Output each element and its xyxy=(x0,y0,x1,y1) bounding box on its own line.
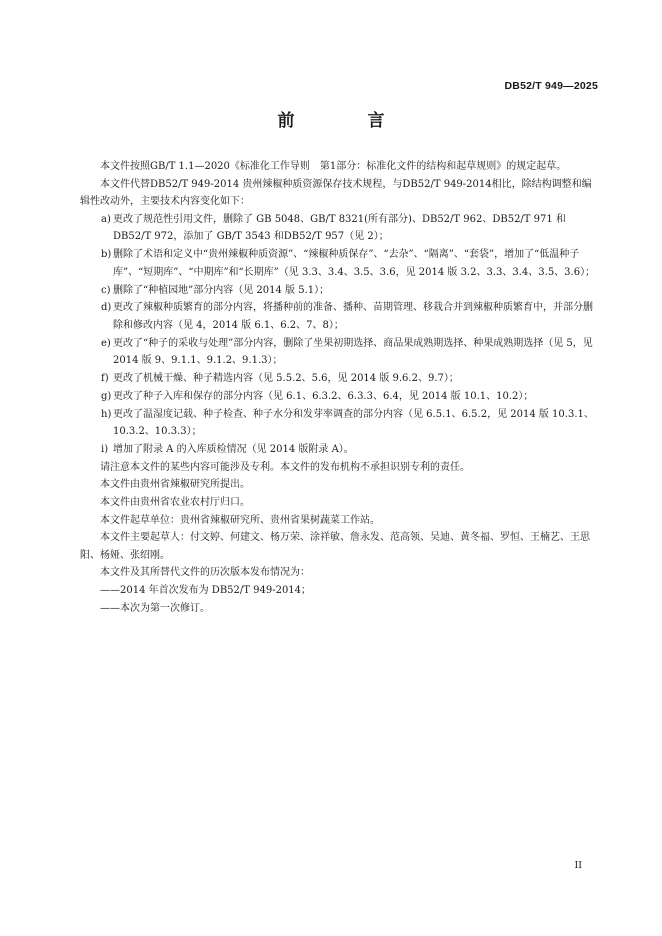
change-item xyxy=(80,388,600,406)
foreword-body xyxy=(80,158,600,617)
page-title: 前 言 xyxy=(277,111,413,131)
proposer-statement: 本文件由贵州省辣椒研究所提出。 xyxy=(100,479,250,491)
change-item xyxy=(80,335,600,370)
centralized-unit-statement: 本文件由贵州省农业农村厅归口。 xyxy=(100,496,250,508)
change-item xyxy=(80,370,600,388)
change-item xyxy=(80,211,600,246)
change-item-text: 删除了“种植园地”部分内容（见 2014 版 5.1）； xyxy=(113,284,330,296)
change-item-text: 更改了“种子的采收与处理”部分内容，删除了坐果初期选择、商品果成熟期选择、种果成熟期选择（见 5，见 2014 版 9、9.1.1、9.1.2、9.1.3）； xyxy=(113,337,593,367)
intro-paragraph: 本文件按照GB/T 1.1—2020《标准化工作导则 第1部分：标准化文件的结构和起草规则》的规定起草。 xyxy=(100,161,567,172)
standard-code: DB52/T 949—2025 xyxy=(504,80,598,92)
history-item: ——本次为第一次修订。 xyxy=(100,602,210,614)
change-item-label: h) xyxy=(101,408,112,420)
change-item xyxy=(80,246,600,281)
change-item-text: 删除了术语和定义中“贵州辣椒种质资源”、“辣椒种质保存”、“去杂”、“隔离”、“套袋”，增加了“低温种子库”、“短期库”、“中期库”和“长期库”（见 3.3、3.4、3.5、3.6，见 2014 版 3.2、3.3、3.4、3.5、3.6）； xyxy=(113,249,596,278)
change-item-text: 增加了附录 A 的入库质检情况（见 2014 版附录 A）。 xyxy=(113,444,354,455)
change-item-label: f) xyxy=(101,373,109,385)
drafters-statement: 本文件主要起草人：付文婷、何建文、杨万荣、涂祥敏、詹永发、范高领、吴迪、黄冬福、罗恒、王楠艺、王思阳、杨娅、张绍刚。 xyxy=(80,532,590,561)
change-item-text: 更改了种子入库和保存的部分内容（见 6.1、6.3.2、6.3.3、6.4，见 2014 版 10.1、10.2）； xyxy=(113,390,534,402)
change-item-label: a) xyxy=(101,213,111,225)
change-item-label: c) xyxy=(101,284,111,296)
change-item-text: 更改了温湿度记载、种子检查、种子水分和发芽率调查的部分内容（见 6.5.1、6.5.2，见 2014 版 10.3.1、10.3.2、10.3.3）； xyxy=(113,408,594,438)
history-intro: 本文件及其所替代文件的历次版本发布情况为： xyxy=(100,567,310,579)
page-number: II xyxy=(574,860,582,871)
change-item-text: 更改了机械干燥、种子精选内容（见 5.5.2、5.6，见 2014 版 9.6.2、9.7）； xyxy=(113,373,459,385)
intro-paragraph: 本文件代替DB52/T 949-2014 贵州辣椒种质资源保存技术规程，与DB52/T 949-2014相比，除结构调整和编辑性改动外，主要技术内容变化如下： xyxy=(80,178,592,208)
patent-statement: 请注意本文件的某些内容可能涉及专利。本文件的发布机构不承担识别专利的责任。 xyxy=(100,461,470,473)
history-item: ——2014 年首次发布为 DB52/T 949-2014； xyxy=(100,584,312,596)
change-item xyxy=(80,441,600,459)
change-item-text: 更改了辣椒种质繁育的部分内容，将播种前的准备、播种、苗期管理、移栽合并到辣椒种质繁育中，并部分删除和修改内容（见 4，2014 版 6.1、6.2、7、8）； xyxy=(113,302,593,331)
change-item-label: d) xyxy=(101,302,112,314)
change-item-label: g) xyxy=(101,390,112,402)
change-item xyxy=(80,282,600,300)
change-item-label: b) xyxy=(101,249,112,261)
drafting-units-statement: 本文件起草单位：贵州省辣椒研究所、贵州省果树蔬菜工作站。 xyxy=(100,514,380,526)
change-item-text: 更改了规范性引用文件，删除了 GB 5048、GB/T 8321(所有部分)、DB52/T 962、DB52/T 971 和DB52/T 972，添加了 GB/T 3543 和DB52/T 957（见 2）； xyxy=(113,213,566,243)
change-item-label: i) xyxy=(101,444,109,455)
change-item-label: e) xyxy=(101,337,111,349)
change-item xyxy=(80,406,600,441)
change-item xyxy=(80,299,600,334)
